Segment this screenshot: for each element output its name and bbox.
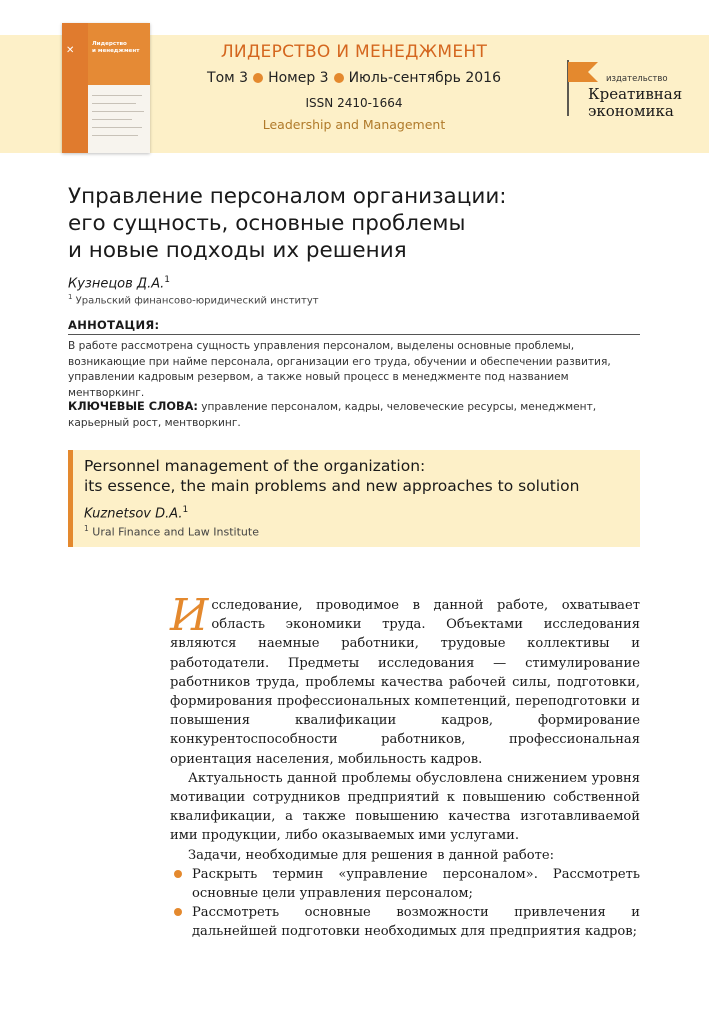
dot-icon bbox=[334, 73, 344, 83]
cover-side-strip bbox=[62, 23, 88, 153]
bullet-icon bbox=[174, 870, 182, 878]
article-title: Управление персоналом организации: его сущность, основные проблемы и новые подходы их решения bbox=[68, 184, 507, 263]
paragraph: Актуальность данной проблемы обусловлена снижением уровня мотивации сотрудников предприятий к повышению собственной квалификации, а также повышению качества изготавливаемой ими продукции, либо оказываемых ими услугами. bbox=[170, 770, 640, 844]
paragraph: Исследование, проводимое в данной работе, охватывает область экономики труда. Объектами исследования являются наемные работники, трудовые коллективы и работодатели. Предметы исследования — стимулирование работников труда, проблемы качества рабочей силы, подготовки, формирования профессиональных компетенций, переподготовки и повышения квалификации кадров, формирование конкурентоспособности работников, профессиональная ориентация населения, мобильность кадров. bbox=[170, 590, 640, 767]
cover-logo-icon: ✕ bbox=[66, 45, 75, 56]
abstract-label: АННОТАЦИЯ: bbox=[68, 318, 160, 332]
dot-icon bbox=[253, 73, 263, 83]
affiliation-en: $^1$ Ural Finance and Law Institute bbox=[84, 524, 259, 539]
keywords bbox=[68, 399, 640, 431]
author: Кузнецов Д.А.$^1$ bbox=[68, 275, 170, 292]
author-en: Kuznetsov D.A.$^1$ bbox=[84, 505, 189, 522]
cover-line bbox=[92, 127, 142, 128]
journal-cover bbox=[62, 23, 150, 153]
affiliation: $^1$ Уральский финансово-юридический институт bbox=[68, 293, 319, 307]
issue-period: Июль-сентябрь 2016 bbox=[348, 70, 501, 86]
list-item: Рассмотреть основные возможности привлечения и дальнейшей подготовки необходимых для предприятия кадров; bbox=[170, 903, 640, 941]
english-title: Personnel management of the organization: its essence, the main problems and new approaches to solution bbox=[84, 457, 580, 495]
volume: Том 3 bbox=[207, 70, 249, 86]
task-list bbox=[170, 865, 640, 942]
cover-line bbox=[92, 135, 138, 136]
issue-line bbox=[150, 70, 558, 86]
issn: ISSN 2410-1664 bbox=[305, 96, 403, 110]
cover-line bbox=[92, 95, 142, 96]
publisher-label: издательство bbox=[606, 74, 668, 84]
cover-line bbox=[92, 103, 136, 104]
cover-line bbox=[92, 119, 132, 120]
keywords-text: управление персоналом, кадры, человеческие ресурсы, менеджмент, карьерный рост, ментворкинг. bbox=[68, 401, 597, 429]
cover-title: Лидерство и менеджмент bbox=[92, 41, 140, 54]
bullet-icon bbox=[174, 908, 182, 916]
article-body bbox=[170, 590, 640, 942]
journal-title: ЛИДЕРСТВО И МЕНЕДЖМЕНТ bbox=[220, 42, 488, 62]
journal-title-en: Leadership and Management bbox=[262, 117, 446, 132]
list-item: Раскрыть термин «управление персоналом». Рассмотреть основные цели управления персоналом; bbox=[170, 865, 640, 903]
issue-number: Номер 3 bbox=[268, 70, 329, 86]
publisher-name: Креативная экономика bbox=[588, 85, 683, 120]
keywords-label: КЛЮЧЕВЫЕ СЛОВА: bbox=[68, 400, 198, 413]
english-summary-accent-bar bbox=[68, 450, 73, 547]
drop-cap: И bbox=[170, 590, 209, 641]
abstract-divider bbox=[68, 334, 640, 335]
cover-line bbox=[92, 111, 144, 112]
paragraph: Задачи, необходимые для решения в данной работе: bbox=[188, 847, 555, 863]
publisher-logo bbox=[564, 58, 704, 128]
abstract-text: В работе рассмотрена сущность управления персоналом, выделены основные проблемы, возникающие при найме персонала, организации его труда, обучении и обеспечении развития, управлении кадровым резервом, а также новый процесс в менеджменте под названием ментворкинг. bbox=[68, 340, 611, 399]
